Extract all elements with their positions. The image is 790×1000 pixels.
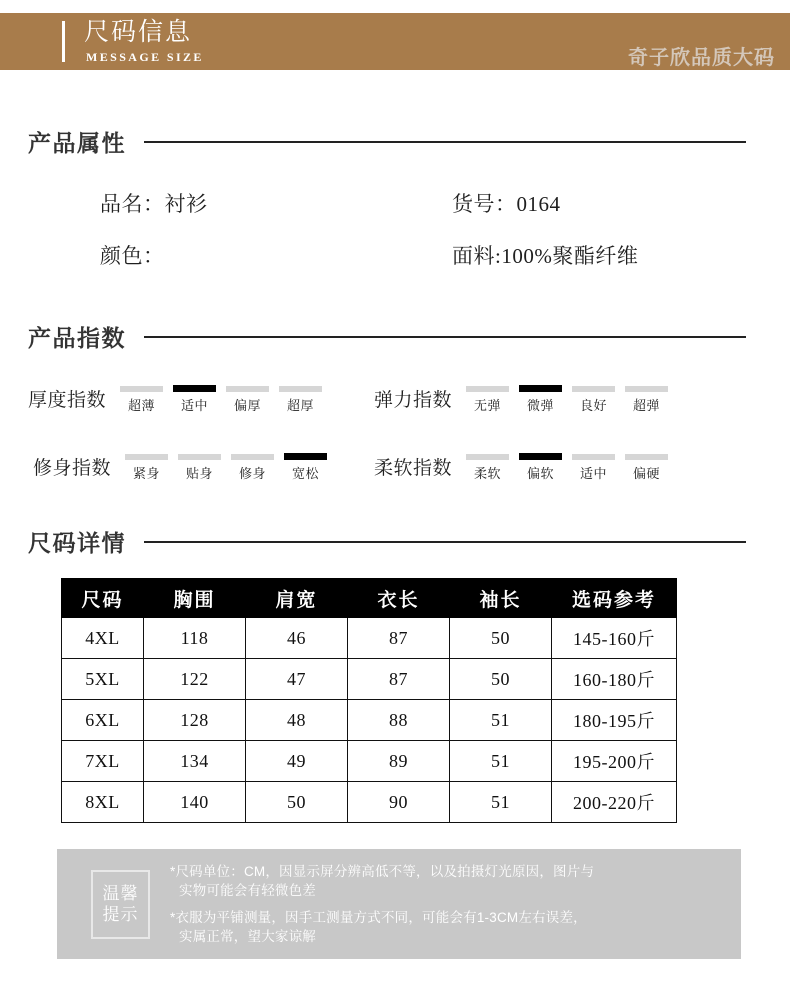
cell-reference: 145-160斤: [552, 618, 677, 659]
brand-watermark: 奇子欣品质大码: [628, 47, 775, 69]
scale-option: [227, 446, 278, 482]
cell-bust: 118: [144, 618, 246, 659]
section-title-attributes: 产品属性: [28, 130, 126, 156]
section-header-index: [28, 320, 746, 353]
cell-shoulder: 49: [246, 741, 348, 782]
scale-option-label: 修身: [239, 466, 267, 481]
scale-option: [169, 378, 220, 414]
scale-bar: [279, 386, 322, 392]
scale-option-label: 宽松: [292, 466, 320, 481]
scale-option-label: 微弹: [527, 398, 555, 413]
scale-option-label: 超薄: [128, 398, 156, 413]
table-head: [62, 579, 677, 618]
scale-option: [222, 378, 273, 414]
index-scale: [462, 378, 674, 414]
scale-option: [568, 446, 619, 482]
notice-line-2: [170, 908, 594, 946]
scale-option-label: 无弹: [474, 398, 502, 413]
scale-option: [515, 446, 566, 482]
column-header-shoulder: 肩宽: [246, 579, 348, 618]
cell-length: 87: [348, 618, 450, 659]
scale-option: [275, 378, 326, 414]
cell-size: 7XL: [62, 741, 144, 782]
section-title-size: 尺码详情: [28, 530, 126, 556]
notice-line-1: [170, 862, 594, 900]
scale-option: [116, 378, 167, 414]
section-header-attributes: [28, 125, 746, 158]
table-row: [62, 618, 677, 659]
scale-bar: [466, 454, 509, 460]
scale-option: [621, 446, 672, 482]
scale-option: [462, 378, 513, 414]
product-code-value: 货号：0164: [452, 192, 561, 216]
section-divider: [144, 541, 746, 543]
scale-bar: [625, 454, 668, 460]
scale-option-label: 偏硬: [633, 466, 661, 481]
notice-badge: [91, 870, 150, 939]
cell-bust: 122: [144, 659, 246, 700]
section-title-index: 产品指数: [28, 325, 126, 351]
scale-bar: [120, 386, 163, 392]
scale-option: [515, 378, 566, 414]
scale-bar: [572, 454, 615, 460]
banner-subtitle: MESSAGE SIZE: [86, 50, 204, 64]
cell-bust: 140: [144, 782, 246, 823]
scale-option-label: 紧身: [133, 466, 161, 481]
scale-option-label: 良好: [580, 398, 608, 413]
notice-line-2-a: *衣服为平铺测量，因手工测量方式不同，可能会有1-3CM左右误差，: [170, 910, 587, 925]
cell-sleeve: 50: [450, 659, 552, 700]
scale-bar: [572, 386, 615, 392]
index-scale: [462, 446, 674, 482]
notice-badge-line1: 温馨: [102, 884, 139, 903]
table-header-row: [62, 579, 677, 618]
column-header-sleeve: 袖长: [450, 579, 552, 618]
scale-option-label: 贴身: [186, 466, 214, 481]
cell-bust: 128: [144, 700, 246, 741]
cell-reference: 195-200斤: [552, 741, 677, 782]
scale-option-label: 适中: [580, 466, 608, 481]
scale-bar: [466, 386, 509, 392]
scale-bar: [231, 454, 274, 460]
banner-title: 尺码信息: [84, 18, 193, 46]
cell-length: 90: [348, 782, 450, 823]
cell-size: 6XL: [62, 700, 144, 741]
column-header-size: 尺码: [62, 579, 144, 618]
size-chart-table: [61, 578, 677, 823]
scale-option-label: 超弹: [633, 398, 661, 413]
notice-text-group: [170, 862, 594, 946]
cell-reference: 200-220斤: [552, 782, 677, 823]
cell-size: 5XL: [62, 659, 144, 700]
notice-box: [57, 849, 741, 959]
index-scale: [116, 378, 328, 414]
scale-bar-active: [173, 385, 216, 392]
cell-length: 89: [348, 741, 450, 782]
cell-shoulder: 46: [246, 618, 348, 659]
notice-line-1-b: 实物可能会有轻微色差: [179, 883, 316, 898]
scale-bar: [625, 386, 668, 392]
index-softness: [374, 446, 674, 482]
scale-option: [462, 446, 513, 482]
column-header-reference: 选码参考: [552, 579, 677, 618]
index-thickness: [28, 378, 328, 414]
table-body: [62, 618, 677, 823]
table-row: [62, 782, 677, 823]
banner-accent-bar: [62, 21, 65, 62]
attribute-row: [0, 240, 790, 292]
cell-size: 4XL: [62, 618, 144, 659]
index-scale: [121, 446, 333, 482]
section-divider: [144, 141, 746, 143]
cell-reference: 180-195斤: [552, 700, 677, 741]
notice-line-2-b: 实属正常，望大家谅解: [179, 929, 316, 944]
column-header-bust: 胸围: [144, 579, 246, 618]
scale-bar: [226, 386, 269, 392]
cell-reference: 160-180斤: [552, 659, 677, 700]
page-banner: [0, 13, 790, 70]
cell-shoulder: 50: [246, 782, 348, 823]
section-header-size: [28, 525, 746, 558]
notice-line-1-a: *尺码单位：CM，因显示屏分辨高低不等，以及拍摄灯光原因，图片与: [170, 864, 595, 879]
attribute-row: [0, 188, 790, 240]
column-header-length: 衣长: [348, 579, 450, 618]
scale-option: [568, 378, 619, 414]
scale-option-label: 偏软: [527, 466, 555, 481]
product-attributes: [0, 188, 790, 292]
index-label: 弹力指数: [374, 390, 453, 411]
scale-bar-active: [519, 385, 562, 392]
scale-option-label: 适中: [181, 398, 209, 413]
cell-length: 88: [348, 700, 450, 741]
scale-bar-active: [519, 453, 562, 460]
scale-bar: [178, 454, 221, 460]
index-fit: [33, 446, 333, 482]
section-divider: [144, 336, 746, 338]
scale-option: [121, 446, 172, 482]
index-label: 厚度指数: [28, 390, 107, 411]
scale-bar: [125, 454, 168, 460]
index-label: 柔软指数: [374, 458, 453, 479]
index-elasticity: [374, 378, 674, 414]
scale-option-label: 超厚: [287, 398, 315, 413]
scale-option: [280, 446, 331, 482]
cell-size: 8XL: [62, 782, 144, 823]
cell-shoulder: 48: [246, 700, 348, 741]
cell-length: 87: [348, 659, 450, 700]
cell-bust: 134: [144, 741, 246, 782]
scale-option: [174, 446, 225, 482]
table-row: [62, 700, 677, 741]
scale-option: [621, 378, 672, 414]
scale-option-label: 柔软: [474, 466, 502, 481]
table-row: [62, 659, 677, 700]
product-color-value: 颜色：: [100, 244, 165, 268]
notice-badge-line2: 提示: [102, 905, 139, 924]
product-fabric-value: 面料:100%聚酯纤维: [452, 244, 639, 268]
cell-shoulder: 47: [246, 659, 348, 700]
cell-sleeve: 50: [450, 618, 552, 659]
cell-sleeve: 51: [450, 741, 552, 782]
cell-sleeve: 51: [450, 782, 552, 823]
cell-sleeve: 51: [450, 700, 552, 741]
scale-option-label: 偏厚: [234, 398, 262, 413]
table-row: [62, 741, 677, 782]
index-label: 修身指数: [33, 458, 112, 479]
product-name-value: 品名：衬衫: [100, 192, 208, 216]
scale-bar-active: [284, 453, 327, 460]
